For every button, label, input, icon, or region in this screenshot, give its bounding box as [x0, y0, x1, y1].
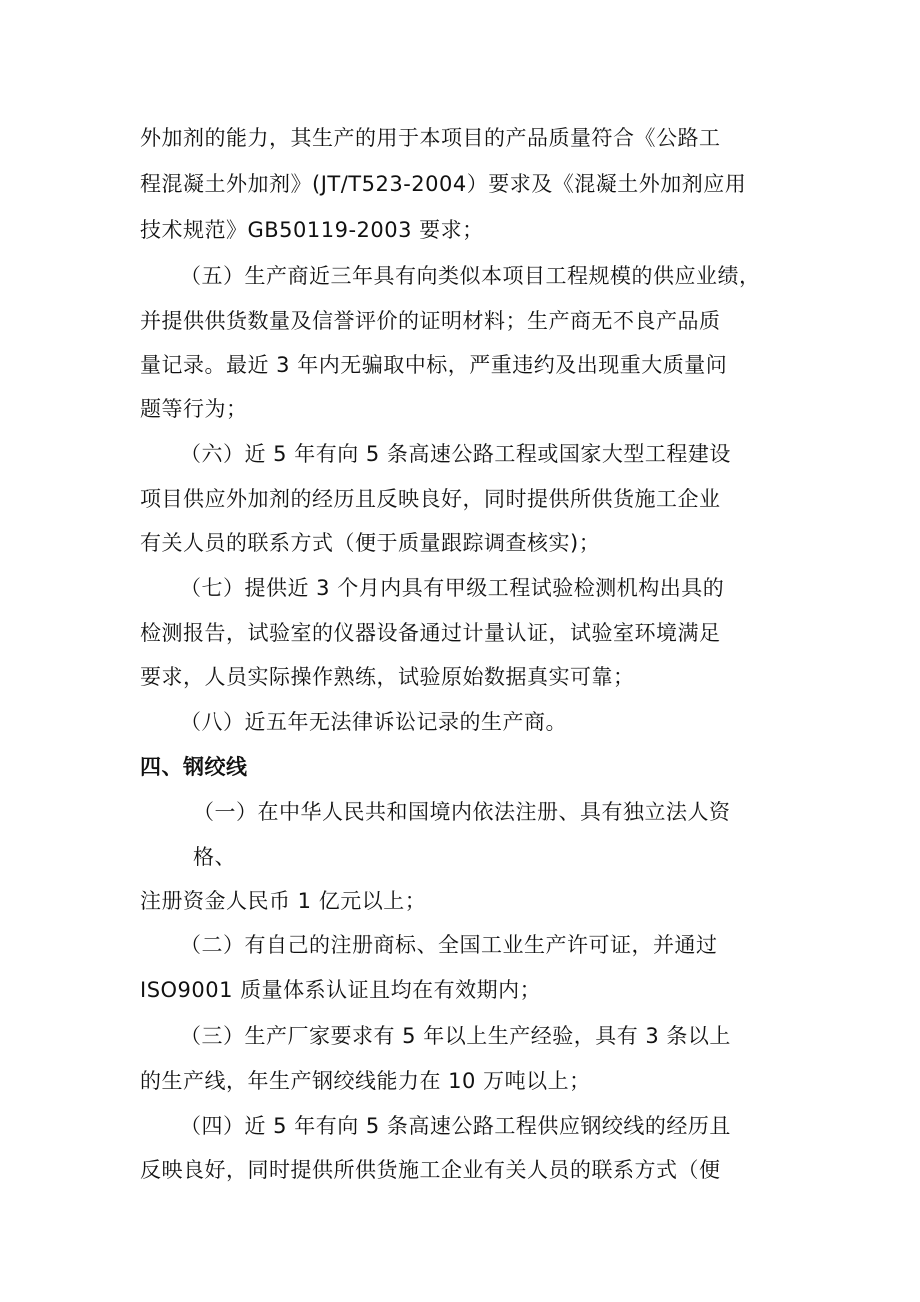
text-line: （七）提供近 3 个月内具有甲级工程试验检测机构出具的 — [180, 576, 725, 600]
text-line: （一）在中华人民共和国境内依法注册、具有独立法人资 — [193, 800, 731, 824]
text-line: 并提供供货数量及信誉评价的证明材料；生产商无不良产品质 — [140, 309, 721, 333]
text-line: 技术规范》GB50119-2003 要求； — [140, 218, 484, 242]
text-line: 检测报告，试验室的仪器设备通过计量认证，试验室环境满足 — [140, 621, 721, 645]
text-line: （四）近 5 年有向 5 条高速公路工程供应钢绞线的经历且 — [180, 1114, 731, 1138]
text-line: （八）近五年无法律诉讼记录的生产商。 — [180, 710, 567, 734]
text-line: 外加剂的能力，其生产的用于本项目的产品质量符合《公路工 — [140, 126, 721, 150]
text-line: （六）近 5 年有向 5 条高速公路工程或国家大型工程建设 — [180, 442, 731, 466]
text-line: 要求，人员实际操作熟练，试验原始数据真实可靠； — [140, 665, 635, 689]
text-line: 项目供应外加剂的经历且反映良好，同时提供所供货施工企业 — [140, 487, 721, 511]
text-line: 的生产线，年生产钢绞线能力在 10 万吨以上； — [140, 1069, 591, 1093]
text-line: 题等行为； — [140, 397, 248, 421]
text-line: 格、 — [193, 845, 236, 869]
text-line: 反映良好，同时提供所供货施工企业有关人员的联系方式（便 — [140, 1158, 721, 1182]
text-line: （五）生产商近三年具有向类似本项目工程规模的供应业绩， — [180, 264, 761, 288]
text-line: 程混凝土外加剂》(JT/T523-2004）要求及《混凝土外加剂应用 — [140, 172, 747, 196]
text-line: ISO9001 质量体系认证且均在有效期内； — [140, 978, 542, 1002]
text-line: 有关人员的联系方式（便于质量跟踪调查核实)； — [140, 531, 601, 555]
text-line: 量记录。最近 3 年内无骗取中标，严重违约及出现重大质量问 — [140, 353, 728, 377]
text-line: （三）生产厂家要求有 5 年以上生产经验，具有 3 条以上 — [180, 1024, 731, 1048]
section-heading: 四、钢绞线 — [140, 755, 248, 779]
text-line: （二）有自己的注册商标、全国工业生产许可证，并通过 — [180, 933, 718, 957]
text-line: 注册资金人民币 1 亿元以上； — [140, 889, 427, 913]
